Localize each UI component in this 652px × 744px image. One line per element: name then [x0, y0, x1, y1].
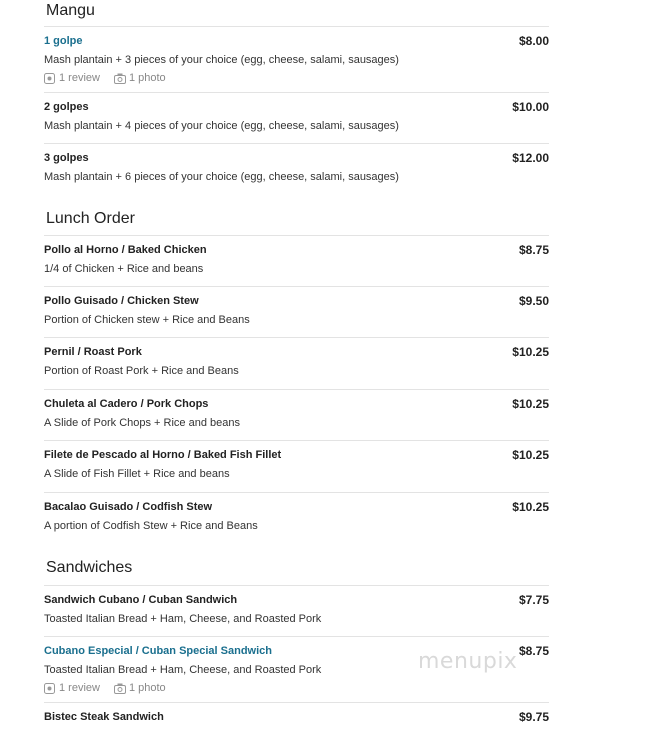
menu-item-description: A Slide of Pork Chops + Rice and beans [44, 417, 240, 429]
menu-item-description: Toasted Italian Bread + Ham, Cheese, and Roasted Pork [44, 664, 322, 676]
menu-item-name: 2 golpes [44, 101, 89, 113]
watermark-logo: menupix [418, 649, 518, 674]
menu-item-description: Mash plantain + 3 pieces of your choice (egg, cheese, salami, sausages) [44, 54, 399, 66]
menu-item-price: $8.75 [518, 644, 549, 658]
section-title: Sandwiches [46, 559, 133, 576]
section-title: Lunch Order [46, 210, 135, 227]
menu-item [44, 92, 549, 144]
menu-item-name: Sandwich Cubano / Cuban Sandwich [44, 594, 238, 606]
review-icon [44, 683, 56, 694]
menu-item-name: Pollo Guisado / Chicken Stew [44, 295, 199, 307]
menu-item-price: $10.25 [512, 345, 549, 359]
menu-item [44, 143, 549, 195]
section-title: Mangu [46, 2, 95, 19]
menu-section-lunch-order [44, 208, 549, 532]
menu-item-description: Mash plantain + 6 pieces of your choice (egg, cheese, salami, sausages) [44, 171, 399, 183]
menu-section-mangu [44, 0, 549, 183]
menu-item-name-link[interactable]: Cubano Especial / Cuban Special Sandwich [44, 645, 272, 657]
camera-icon [114, 73, 126, 84]
menu-item-name: Bacalao Guisado / Codfish Stew [44, 501, 213, 513]
menu-item-name: 3 golpes [44, 152, 89, 164]
menu-item [44, 235, 549, 287]
menu-item-description: A portion of Codfish Stew + Rice and Beans [44, 520, 258, 532]
camera-icon [114, 683, 126, 694]
menu-item [44, 337, 549, 390]
review-icon [44, 73, 56, 84]
menu-item [44, 492, 549, 544]
menu-item-price: $7.75 [518, 593, 549, 607]
menu-item-price: $12.00 [512, 151, 549, 165]
review-count-link[interactable]: 1 review [59, 682, 100, 694]
menu-item [44, 389, 549, 441]
menu-item-name: Bistec Steak Sandwich [44, 711, 164, 723]
menu-item-price: $10.25 [512, 500, 549, 514]
menu-item-name: Pernil / Roast Pork [44, 346, 142, 358]
menu-item-name: Pollo al Horno / Baked Chicken [44, 244, 207, 256]
menu-item-description: A Slide of Fish Fillet + Rice and beans [44, 468, 230, 480]
menu-item-price: $9.50 [518, 294, 549, 308]
menu-item-description: Toasted Italian Bread + Ham, Cheese, and Roasted Pork [44, 613, 322, 625]
menu-item-meta [44, 682, 166, 694]
menu-item [44, 585, 549, 637]
menu-item-name: Filete de Pescado al Horno / Baked Fish Fillet [44, 449, 282, 461]
menu-item-price: $10.25 [512, 448, 549, 462]
photo-count-link[interactable]: 1 photo [128, 682, 166, 694]
menu-item-description: 1/4 of Chicken + Rice and beans [44, 263, 204, 275]
menu-item-description: Portion of Chicken stew + Rice and Beans [44, 314, 250, 326]
menu-item-name-link[interactable]: 1 golpe [44, 35, 83, 47]
menu-item [44, 26, 549, 93]
menu-item-price: $8.75 [518, 243, 549, 257]
menu-item-price: $10.25 [512, 397, 549, 411]
menu-item [44, 440, 549, 492]
menu-item-price: $8.00 [518, 34, 549, 48]
menu-item-meta [44, 72, 166, 84]
photo-count-link[interactable]: 1 photo [128, 72, 166, 84]
review-count-link[interactable]: 1 review [59, 72, 100, 84]
menu-item [44, 702, 549, 744]
menu-item-name: Chuleta al Cadero / Pork Chops [44, 398, 209, 410]
menu-item-description: Portion of Roast Pork + Rice and Beans [44, 365, 239, 377]
menu-item [44, 286, 549, 338]
menu-item-description: Mash plantain + 4 pieces of your choice (egg, cheese, salami, sausages) [44, 120, 399, 132]
menu-item-price: $10.00 [512, 100, 549, 114]
menu-item-price: $9.75 [518, 710, 549, 724]
